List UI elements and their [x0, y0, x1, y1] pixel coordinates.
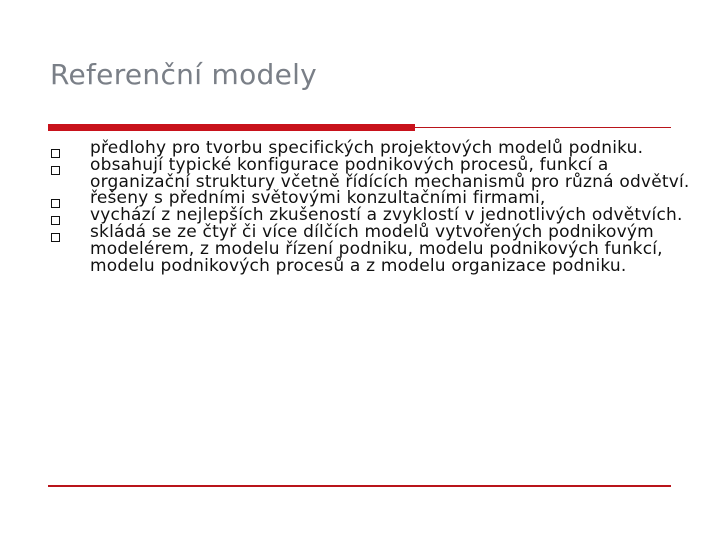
bullet-text: řešeny s předními světovými konzultačními firmami,	[90, 188, 546, 209]
square-bullet-icon	[51, 233, 60, 242]
slide-title: Referenční modely	[50, 58, 318, 91]
bullet-list	[50, 140, 690, 274]
bullet-text: předlohy pro tvorbu specifických projektových modelů podniku.	[90, 138, 644, 158]
list-item	[50, 221, 690, 276]
list-item	[50, 154, 690, 192]
square-bullet-icon	[51, 166, 60, 175]
bullet-text: obsahují typické konfigurace podnikových procesů, funkcí a organizační struktury včetně řídících mechanismů pro různá odvětví.	[90, 154, 690, 192]
footer-rule	[48, 485, 671, 487]
bullet-text: skládá se ze čtyř či více dílčích modelů vytvořených podnikovým modelérem, z modelu řízení podniku, modelu podnikových funkcí, modelu podnikových procesů a z modelu organizace podniku.	[90, 221, 663, 276]
title-rule-accent	[48, 124, 415, 131]
bullet-text: vychází z nejlepších zkušeností a zvyklostí v jednotlivých odvětvích.	[90, 205, 683, 226]
